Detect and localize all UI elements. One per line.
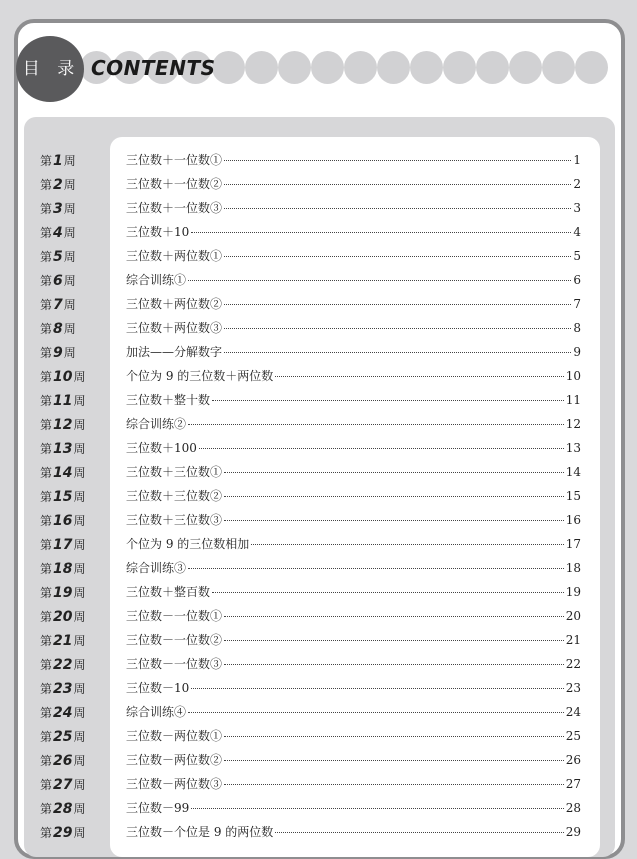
toc-page-number: 8 bbox=[573, 321, 581, 335]
week-suffix: 周 bbox=[73, 658, 86, 672]
toc-page-number: 16 bbox=[565, 513, 581, 527]
week-number: 22 bbox=[53, 657, 73, 673]
week-number: 19 bbox=[53, 585, 73, 601]
toc-page-number: 5 bbox=[573, 249, 581, 263]
circle-decoration bbox=[542, 51, 575, 84]
week-number: 3 bbox=[53, 201, 63, 217]
toc-page-number: 10 bbox=[565, 369, 581, 383]
week-number: 2 bbox=[53, 177, 63, 193]
week-suffix: 周 bbox=[63, 346, 76, 360]
toc-page-number: 4 bbox=[573, 225, 581, 239]
dot-leader bbox=[224, 640, 564, 641]
dot-leader bbox=[199, 448, 564, 449]
week-label bbox=[40, 272, 76, 289]
toc-entry[interactable] bbox=[0, 723, 637, 747]
week-prefix: 第 bbox=[40, 298, 53, 312]
toc-page-number: 13 bbox=[565, 441, 581, 455]
toc-entry[interactable] bbox=[0, 291, 637, 315]
week-prefix: 第 bbox=[40, 778, 53, 792]
toc-entry[interactable] bbox=[0, 267, 637, 291]
toc-entry-line bbox=[126, 655, 581, 673]
toc-entry[interactable] bbox=[0, 387, 637, 411]
week-label bbox=[40, 320, 76, 337]
week-number: 9 bbox=[53, 345, 63, 361]
week-prefix: 第 bbox=[40, 610, 53, 624]
week-prefix: 第 bbox=[40, 226, 53, 240]
toc-entry[interactable] bbox=[0, 675, 637, 699]
toc-entry-line bbox=[126, 679, 581, 697]
dot-leader bbox=[224, 328, 571, 329]
dot-leader bbox=[224, 664, 564, 665]
toc-entry[interactable] bbox=[0, 771, 637, 795]
toc-entry-line bbox=[126, 535, 581, 553]
week-number: 26 bbox=[53, 753, 73, 769]
week-suffix: 周 bbox=[63, 154, 76, 168]
toc-entry-title[interactable]: 综合训练① bbox=[126, 273, 187, 287]
week-number: 24 bbox=[53, 705, 73, 721]
toc-entry-line bbox=[126, 319, 581, 337]
toc-entry[interactable] bbox=[0, 579, 637, 603]
toc-entry-title[interactable]: 三位数＋100 bbox=[126, 441, 197, 455]
week-number: 1 bbox=[53, 153, 63, 169]
dot-leader bbox=[224, 472, 564, 473]
toc-entry[interactable] bbox=[0, 603, 637, 627]
dot-leader bbox=[224, 736, 564, 737]
toc-entry-title[interactable]: 三位数－一位数③ bbox=[126, 657, 223, 671]
week-number: 5 bbox=[53, 249, 63, 265]
week-suffix: 周 bbox=[73, 802, 86, 816]
toc-entry-line bbox=[126, 583, 581, 601]
toc-entry-line bbox=[126, 415, 581, 433]
toc-page-number: 17 bbox=[565, 537, 581, 551]
toc-entry[interactable] bbox=[0, 411, 637, 435]
toc-entry-line bbox=[126, 631, 581, 649]
toc-page-number: 7 bbox=[573, 297, 581, 311]
toc-entry-line bbox=[126, 367, 581, 385]
week-suffix: 周 bbox=[73, 778, 86, 792]
toc-entry[interactable] bbox=[0, 555, 637, 579]
toc-entry[interactable] bbox=[0, 483, 637, 507]
toc-page-number: 26 bbox=[565, 753, 581, 767]
week-prefix: 第 bbox=[40, 322, 53, 336]
toc-entry-title[interactable]: 三位数－一位数② bbox=[126, 633, 223, 647]
week-prefix: 第 bbox=[40, 490, 53, 504]
week-suffix: 周 bbox=[73, 682, 86, 696]
toc-entry-line bbox=[126, 775, 581, 793]
week-label bbox=[40, 464, 86, 481]
week-label bbox=[40, 608, 86, 625]
week-number: 16 bbox=[53, 513, 73, 529]
week-prefix: 第 bbox=[40, 346, 53, 360]
week-prefix: 第 bbox=[40, 394, 53, 408]
toc-entry-line bbox=[126, 751, 581, 769]
toc-entry[interactable] bbox=[0, 699, 637, 723]
week-prefix: 第 bbox=[40, 418, 53, 432]
dot-leader bbox=[212, 400, 564, 401]
toc-entry-line bbox=[126, 199, 581, 217]
toc-entry[interactable] bbox=[0, 315, 637, 339]
week-suffix: 周 bbox=[73, 538, 86, 552]
week-label bbox=[40, 656, 86, 673]
toc-page-number: 14 bbox=[565, 465, 581, 479]
week-number: 6 bbox=[53, 273, 63, 289]
toc-entry-title[interactable]: 三位数＋三位数② bbox=[126, 489, 223, 503]
toc-entry-line bbox=[126, 247, 581, 265]
week-suffix: 周 bbox=[73, 706, 86, 720]
toc-entry-title[interactable]: 三位数－10 bbox=[126, 681, 190, 695]
week-label bbox=[40, 200, 76, 217]
week-number: 15 bbox=[53, 489, 73, 505]
toc-page-number: 28 bbox=[565, 801, 581, 815]
week-prefix: 第 bbox=[40, 562, 53, 576]
toc-entry-line bbox=[126, 343, 581, 361]
toc-page-number: 18 bbox=[565, 561, 581, 575]
toc-entry-line bbox=[126, 223, 581, 241]
week-prefix: 第 bbox=[40, 538, 53, 552]
toc-entry-title[interactable]: 三位数＋两位数① bbox=[126, 249, 223, 263]
toc-entry[interactable] bbox=[0, 651, 637, 675]
toc-entry-line bbox=[126, 271, 581, 289]
week-label bbox=[40, 632, 86, 649]
dot-leader bbox=[224, 256, 571, 257]
dot-leader bbox=[212, 592, 564, 593]
week-number: 21 bbox=[53, 633, 73, 649]
toc-entry-title[interactable]: 三位数－个位是 9 的两位数 bbox=[126, 825, 274, 839]
toc-entry-line bbox=[126, 823, 581, 841]
toc-entry-title[interactable]: 三位数－两位数① bbox=[126, 729, 223, 743]
dot-leader bbox=[191, 232, 571, 233]
week-label bbox=[40, 536, 86, 553]
week-suffix: 周 bbox=[73, 610, 86, 624]
week-label bbox=[40, 344, 76, 361]
week-suffix: 周 bbox=[63, 178, 76, 192]
week-number: 17 bbox=[53, 537, 73, 553]
toc-entry[interactable] bbox=[0, 507, 637, 531]
dot-leader bbox=[224, 160, 571, 161]
circle-decoration bbox=[476, 51, 509, 84]
week-label bbox=[40, 488, 86, 505]
toc-entry[interactable] bbox=[0, 747, 637, 771]
circle-decoration bbox=[311, 51, 344, 84]
toc-entry-title[interactable]: 三位数＋一位数② bbox=[126, 177, 223, 191]
circle-decoration bbox=[278, 51, 311, 84]
week-suffix: 周 bbox=[73, 514, 86, 528]
toc-entry[interactable] bbox=[0, 339, 637, 363]
week-label bbox=[40, 176, 76, 193]
toc-entry-line bbox=[126, 703, 581, 721]
week-number: 29 bbox=[53, 825, 73, 841]
week-suffix: 周 bbox=[73, 418, 86, 432]
week-suffix: 周 bbox=[63, 274, 76, 288]
week-label bbox=[40, 392, 86, 409]
week-suffix: 周 bbox=[73, 466, 86, 480]
toc-entry[interactable] bbox=[0, 363, 637, 387]
week-suffix: 周 bbox=[73, 370, 86, 384]
toc-entry-title[interactable]: 综合训练③ bbox=[126, 561, 187, 575]
toc-entry-title[interactable]: 三位数＋整十数 bbox=[126, 393, 211, 407]
week-prefix: 第 bbox=[40, 658, 53, 672]
toc-entry[interactable] bbox=[0, 147, 637, 171]
toc-page-number: 11 bbox=[565, 393, 581, 407]
toc-page-number: 1 bbox=[573, 153, 581, 167]
toc-entry-line bbox=[126, 151, 581, 169]
week-number: 25 bbox=[53, 729, 73, 745]
week-label bbox=[40, 368, 86, 385]
dot-leader bbox=[191, 808, 563, 809]
week-prefix: 第 bbox=[40, 586, 53, 600]
circle-decoration bbox=[212, 51, 245, 84]
toc-entry-title[interactable]: 三位数＋两位数② bbox=[126, 297, 223, 311]
toc-entry-title[interactable]: 个位为 9 的三位数相加 bbox=[126, 537, 250, 551]
dot-leader bbox=[188, 280, 571, 281]
circle-decoration bbox=[344, 51, 377, 84]
week-label bbox=[40, 680, 86, 697]
dot-leader bbox=[191, 688, 563, 689]
week-number: 11 bbox=[53, 393, 73, 409]
week-prefix: 第 bbox=[40, 178, 53, 192]
week-label bbox=[40, 440, 86, 457]
dot-leader bbox=[188, 712, 564, 713]
week-prefix: 第 bbox=[40, 442, 53, 456]
toc-entry-line bbox=[126, 511, 581, 529]
toc-page-number: 12 bbox=[565, 417, 581, 431]
dot-leader bbox=[224, 616, 564, 617]
toc-entry[interactable] bbox=[0, 459, 637, 483]
toc-entry-title[interactable]: 三位数＋两位数③ bbox=[126, 321, 223, 335]
dot-leader bbox=[275, 832, 563, 833]
toc-page-number: 29 bbox=[565, 825, 581, 839]
circle-decoration bbox=[509, 51, 542, 84]
week-label bbox=[40, 776, 86, 793]
week-suffix: 周 bbox=[73, 634, 86, 648]
week-label bbox=[40, 152, 76, 169]
week-prefix: 第 bbox=[40, 682, 53, 696]
week-number: 8 bbox=[53, 321, 63, 337]
dot-leader bbox=[224, 760, 564, 761]
week-label bbox=[40, 752, 86, 769]
week-suffix: 周 bbox=[73, 562, 86, 576]
page-title: CONTENTS bbox=[91, 56, 216, 80]
toc-entry-line bbox=[126, 463, 581, 481]
toc-page-number: 20 bbox=[565, 609, 581, 623]
toc-entry-line bbox=[126, 799, 581, 817]
toc-entry[interactable] bbox=[0, 531, 637, 555]
circle-decoration bbox=[575, 51, 608, 84]
week-number: 23 bbox=[53, 681, 73, 697]
week-label bbox=[40, 248, 76, 265]
week-label bbox=[40, 512, 86, 529]
week-number: 14 bbox=[53, 465, 73, 481]
dot-leader bbox=[188, 568, 564, 569]
toc-entry[interactable] bbox=[0, 243, 637, 267]
toc-entry-line bbox=[126, 607, 581, 625]
toc-page-number: 6 bbox=[573, 273, 581, 287]
toc-page-number: 19 bbox=[565, 585, 581, 599]
toc-page-number: 2 bbox=[573, 177, 581, 191]
toc-entry-line bbox=[126, 391, 581, 409]
week-label bbox=[40, 728, 86, 745]
toc-entry[interactable] bbox=[0, 435, 637, 459]
week-number: 4 bbox=[53, 225, 63, 241]
week-label bbox=[40, 800, 86, 817]
toc-entry-title[interactable]: 三位数＋三位数③ bbox=[126, 513, 223, 527]
toc-page-number: 24 bbox=[565, 705, 581, 719]
week-number: 13 bbox=[53, 441, 73, 457]
week-prefix: 第 bbox=[40, 154, 53, 168]
week-suffix: 周 bbox=[73, 490, 86, 504]
week-prefix: 第 bbox=[40, 826, 53, 840]
toc-entry-title[interactable]: 三位数＋三位数① bbox=[126, 465, 223, 479]
dot-leader bbox=[188, 424, 564, 425]
dot-leader bbox=[224, 184, 571, 185]
toc-entry[interactable] bbox=[0, 171, 637, 195]
toc-entry[interactable] bbox=[0, 195, 637, 219]
week-suffix: 周 bbox=[63, 202, 76, 216]
week-prefix: 第 bbox=[40, 202, 53, 216]
week-number: 27 bbox=[53, 777, 73, 793]
toc-page-number: 3 bbox=[573, 201, 581, 215]
week-suffix: 周 bbox=[73, 754, 86, 768]
week-number: 12 bbox=[53, 417, 73, 433]
week-prefix: 第 bbox=[40, 634, 53, 648]
week-suffix: 周 bbox=[63, 322, 76, 336]
week-suffix: 周 bbox=[73, 442, 86, 456]
toc-entry-line bbox=[126, 439, 581, 457]
toc-entry[interactable] bbox=[0, 219, 637, 243]
dot-leader bbox=[224, 208, 571, 209]
week-label bbox=[40, 584, 86, 601]
dot-leader bbox=[224, 784, 564, 785]
week-number: 10 bbox=[53, 369, 73, 385]
toc-page-number: 27 bbox=[565, 777, 581, 791]
toc-entry-title[interactable]: 综合训练② bbox=[126, 417, 187, 431]
week-prefix: 第 bbox=[40, 370, 53, 384]
circle-decoration bbox=[443, 51, 476, 84]
toc-page-number: 15 bbox=[565, 489, 581, 503]
toc-entry-title[interactable]: 三位数－一位数① bbox=[126, 609, 223, 623]
week-suffix: 周 bbox=[73, 730, 86, 744]
toc-entry-title[interactable]: 三位数＋一位数① bbox=[126, 153, 223, 167]
toc-list bbox=[0, 147, 637, 843]
toc-badge: 目 录 bbox=[16, 36, 84, 102]
week-label bbox=[40, 824, 86, 841]
circle-decoration bbox=[410, 51, 443, 84]
week-number: 7 bbox=[53, 297, 63, 313]
toc-entry-title[interactable]: 三位数－99 bbox=[126, 801, 190, 815]
dot-leader bbox=[275, 376, 563, 377]
week-prefix: 第 bbox=[40, 706, 53, 720]
toc-entry[interactable] bbox=[0, 819, 637, 843]
week-label bbox=[40, 224, 76, 241]
week-suffix: 周 bbox=[73, 394, 86, 408]
week-label bbox=[40, 560, 86, 577]
week-prefix: 第 bbox=[40, 514, 53, 528]
toc-entry-line bbox=[126, 295, 581, 313]
week-suffix: 周 bbox=[63, 298, 76, 312]
week-label bbox=[40, 704, 86, 721]
toc-entry-line bbox=[126, 487, 581, 505]
dot-leader bbox=[224, 304, 571, 305]
week-label bbox=[40, 416, 86, 433]
week-suffix: 周 bbox=[63, 226, 76, 240]
toc-page-number: 9 bbox=[573, 345, 581, 359]
circle-decoration bbox=[245, 51, 278, 84]
week-prefix: 第 bbox=[40, 466, 53, 480]
dot-leader bbox=[251, 544, 563, 545]
toc-entry-title[interactable]: 三位数＋一位数③ bbox=[126, 201, 223, 215]
toc-entry-line bbox=[126, 727, 581, 745]
toc-entry-title[interactable]: 三位数＋10 bbox=[126, 225, 190, 239]
toc-page-number: 21 bbox=[565, 633, 581, 647]
toc-entry-title[interactable]: 加法——分解数字 bbox=[126, 345, 223, 359]
circle-decoration bbox=[377, 51, 410, 84]
toc-entry-title[interactable]: 综合训练④ bbox=[126, 705, 187, 719]
toc-entry[interactable] bbox=[0, 627, 637, 651]
week-suffix: 周 bbox=[73, 586, 86, 600]
dot-leader bbox=[224, 352, 571, 353]
toc-page-number: 23 bbox=[565, 681, 581, 695]
toc-page-number: 22 bbox=[565, 657, 581, 671]
week-suffix: 周 bbox=[63, 250, 76, 264]
week-prefix: 第 bbox=[40, 730, 53, 744]
week-prefix: 第 bbox=[40, 274, 53, 288]
week-suffix: 周 bbox=[73, 826, 86, 840]
dot-leader bbox=[224, 496, 564, 497]
toc-entry-line bbox=[126, 175, 581, 193]
week-label bbox=[40, 296, 76, 313]
week-number: 28 bbox=[53, 801, 73, 817]
toc-page-number: 25 bbox=[565, 729, 581, 743]
toc-entry-title[interactable]: 三位数－两位数② bbox=[126, 753, 223, 767]
week-prefix: 第 bbox=[40, 250, 53, 264]
week-prefix: 第 bbox=[40, 754, 53, 768]
week-number: 18 bbox=[53, 561, 73, 577]
toc-entry-line bbox=[126, 559, 581, 577]
week-prefix: 第 bbox=[40, 802, 53, 816]
toc-entry-title[interactable]: 个位为 9 的三位数＋两位数 bbox=[126, 369, 274, 383]
toc-entry-title[interactable]: 三位数－两位数③ bbox=[126, 777, 223, 791]
toc-entry[interactable] bbox=[0, 795, 637, 819]
dot-leader bbox=[224, 520, 564, 521]
week-number: 20 bbox=[53, 609, 73, 625]
toc-entry-title[interactable]: 三位数＋整百数 bbox=[126, 585, 211, 599]
